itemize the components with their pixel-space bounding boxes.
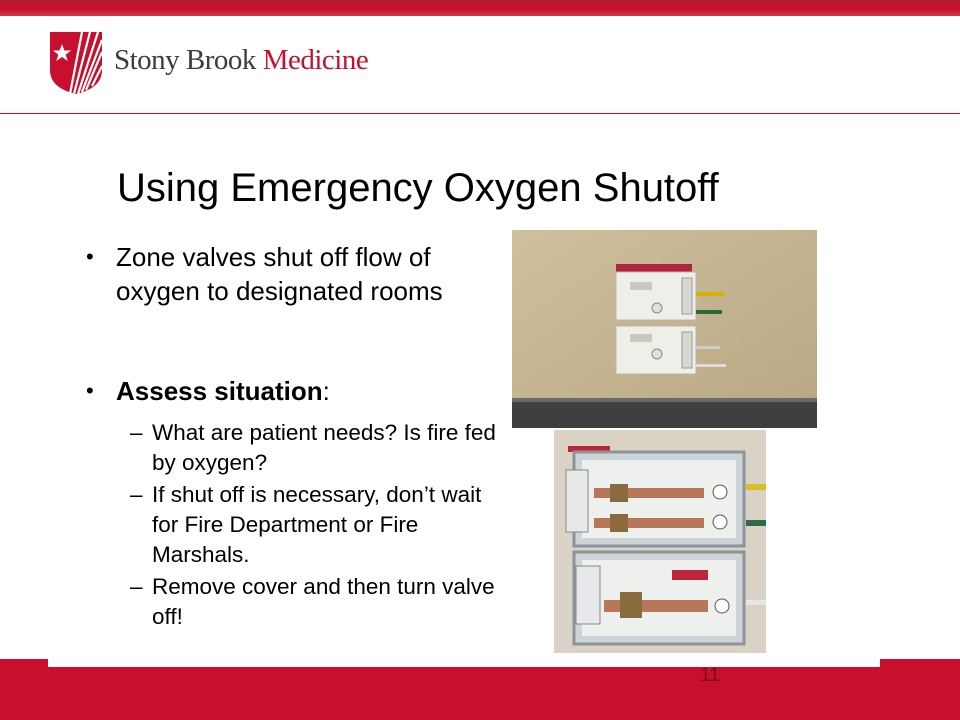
page-number: 11 <box>700 665 720 686</box>
slide-title: Using Emergency Oxygen Shutoff <box>117 166 719 210</box>
bullet-text <box>116 374 496 408</box>
sub-bullet-text: What are patient needs? Is fire fed by oxygen? <box>152 420 496 475</box>
dash-icon: – <box>130 482 143 507</box>
bullet-bold-text: Assess situation <box>116 376 323 406</box>
brand-wordmark <box>114 44 368 77</box>
bullet-text: Zone valves shut off flow of oxygen to designated rooms <box>116 242 443 306</box>
brand-name-part2: Medicine <box>262 44 369 76</box>
content-panel-edge <box>48 659 880 667</box>
dash-icon: – <box>130 420 143 445</box>
dash-icon: – <box>130 574 143 599</box>
bullet-dot-icon: • <box>86 244 94 269</box>
sub-bullet-text: Remove cover and then turn valve off! <box>152 574 495 629</box>
top-accent-bar <box>0 0 960 16</box>
bullet-dot-icon: • <box>86 378 94 403</box>
open-valve-box-photo <box>554 430 766 653</box>
footer-band <box>0 659 960 720</box>
stony-brook-medicine-logo <box>48 30 428 100</box>
header-divider <box>0 113 960 114</box>
bullet-suffix: : <box>322 376 330 406</box>
brand-name-part1: Stony Brook <box>114 44 256 76</box>
zone-valve-box-photo <box>512 230 817 428</box>
sub-bullet-text: If shut off is necessary, don’t wait for Fire Department or Fire Marshals. <box>152 482 482 567</box>
star-shield-icon <box>48 30 104 96</box>
